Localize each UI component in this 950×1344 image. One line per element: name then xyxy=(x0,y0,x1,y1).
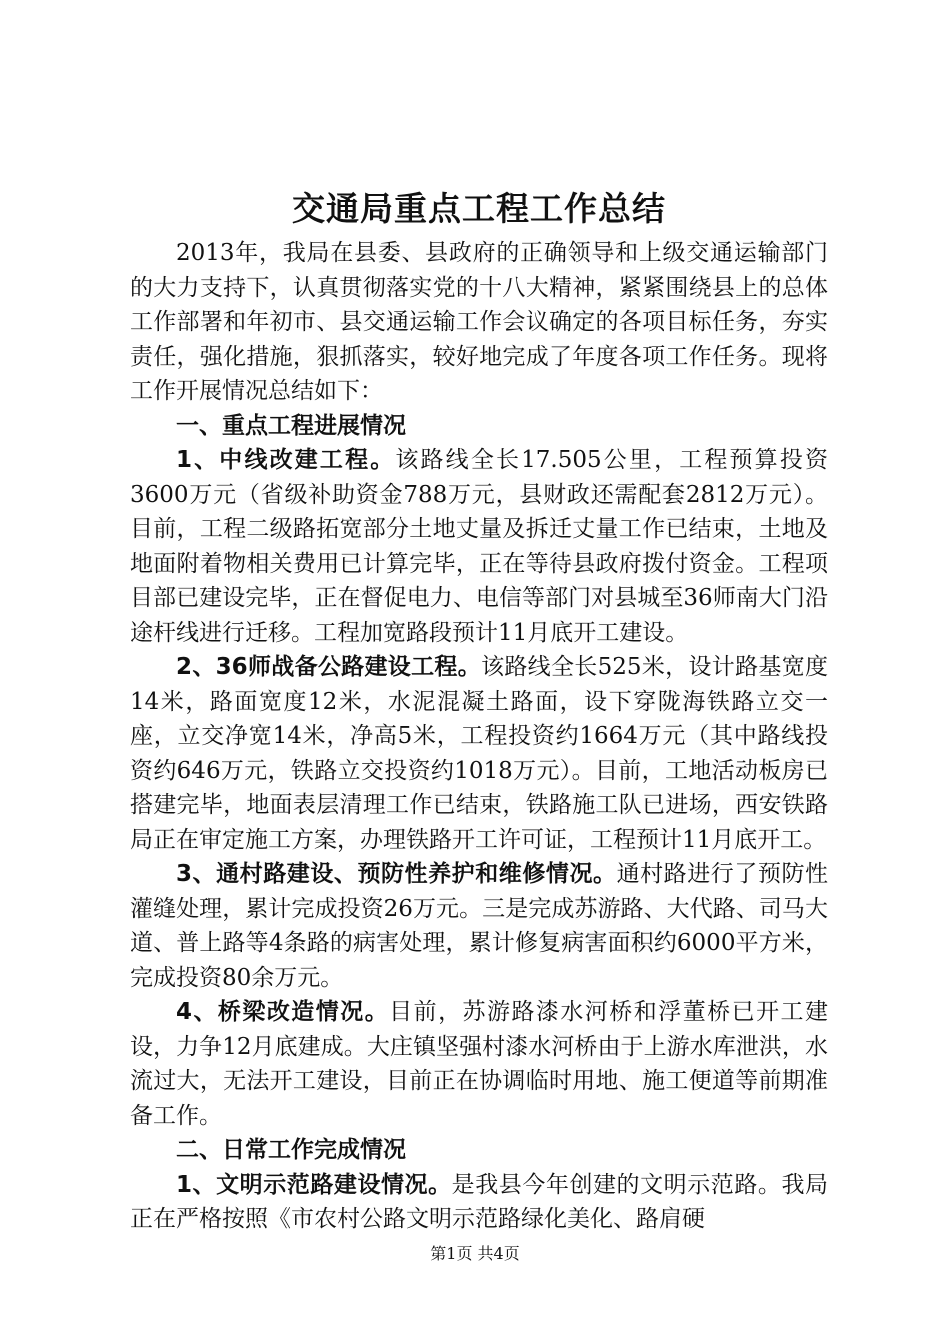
section-heading-key-projects: 一、重点工程进展情况 xyxy=(176,412,406,439)
item-text: 通村路进行了预防性灌缝处理，累计完成投资26万元。三是完成苏游路、大代路、司马大道、普上路等4条路的病害处理，累计修复病害面积约6000平方米，完成投资80余万元。 xyxy=(130,861,829,991)
item-lead: 1、文明示范路建设情况。 xyxy=(176,1171,452,1198)
item-lead: 1、中线改建工程。 xyxy=(176,447,396,473)
item-paragraph-war-road xyxy=(130,650,828,857)
page-footer: 第1页 共4页 xyxy=(430,1244,520,1263)
intro-paragraph: 2013年，我局在县委、县政府的正确领导和上级交通运输部门的大力支持下，认真贯彻落实党的十八大精神，紧紧围绕县上的总体工作部署和年初市、县交通运输工作会议确定的各项目标任务，夯实责任，强化措施，狠抓落实，较好地完成了年度各项工作任务。现将工作开展情况总结如下： xyxy=(130,240,828,404)
item-paragraph-bridges xyxy=(130,995,828,1133)
document-title: 交通局重点工程工作总结 xyxy=(292,189,666,228)
item-text: 该路线全长525米，设计路基宽度14米，路面宽度12米，水泥混凝土路面，设下穿陇海铁路立交一座，立交净宽14米，净高5米，工程投资约1664万元（其中路线投资约646万元，铁路立交投资约1018万元）。目前，工地活动板房已搭建完毕，地面表层清理工作已结束，铁路施工队已进场，西安铁路局正在审定施工方案，办理铁路开工许可证，工程预计11月底开工。 xyxy=(130,654,829,853)
item-text: 是我县今年创建的文明示范路。我局正在严格按照《市农村公路文明示范路绿化美化、路肩硬 xyxy=(130,1171,828,1232)
item-lead: 2、36师战备公路建设工程。 xyxy=(176,654,482,680)
document-body xyxy=(130,186,828,1237)
item-paragraph-midline-project xyxy=(130,443,828,650)
item-text: 目前，苏游路漆水河桥和浮董桥已开工建设，力争12月底建成。大庄镇坚强村漆水河桥由于上游水库泄洪，水流过大，无法开工建设，目前正在协调临时用地、施工便道等前期准备工作。 xyxy=(130,999,828,1129)
item-paragraph-civilized-road xyxy=(130,1168,828,1237)
item-lead: 3、通村路建设、预防性养护和维修情况。 xyxy=(176,861,617,887)
item-paragraph-village-roads xyxy=(130,857,828,995)
item-text: 该路线全长17.505公里，工程预算投资3600万元（省级补助资金788万元，县财政还需配套2812万元）。目前，工程二级路拓宽部分土地丈量及拆迁丈量工作已结束，土地及地面附着物相关费用已计算完毕，正在等待县政府拨付资金。工程项目部已建设完毕，正在督促电力、电信等部门对县城至36师南大门沿途杆线进行迁移。工程加宽路段预计11月底开工建设。 xyxy=(130,447,828,646)
section-heading-daily-work: 二、日常工作完成情况 xyxy=(176,1137,406,1163)
item-lead: 4、桥梁改造情况。 xyxy=(176,999,390,1025)
